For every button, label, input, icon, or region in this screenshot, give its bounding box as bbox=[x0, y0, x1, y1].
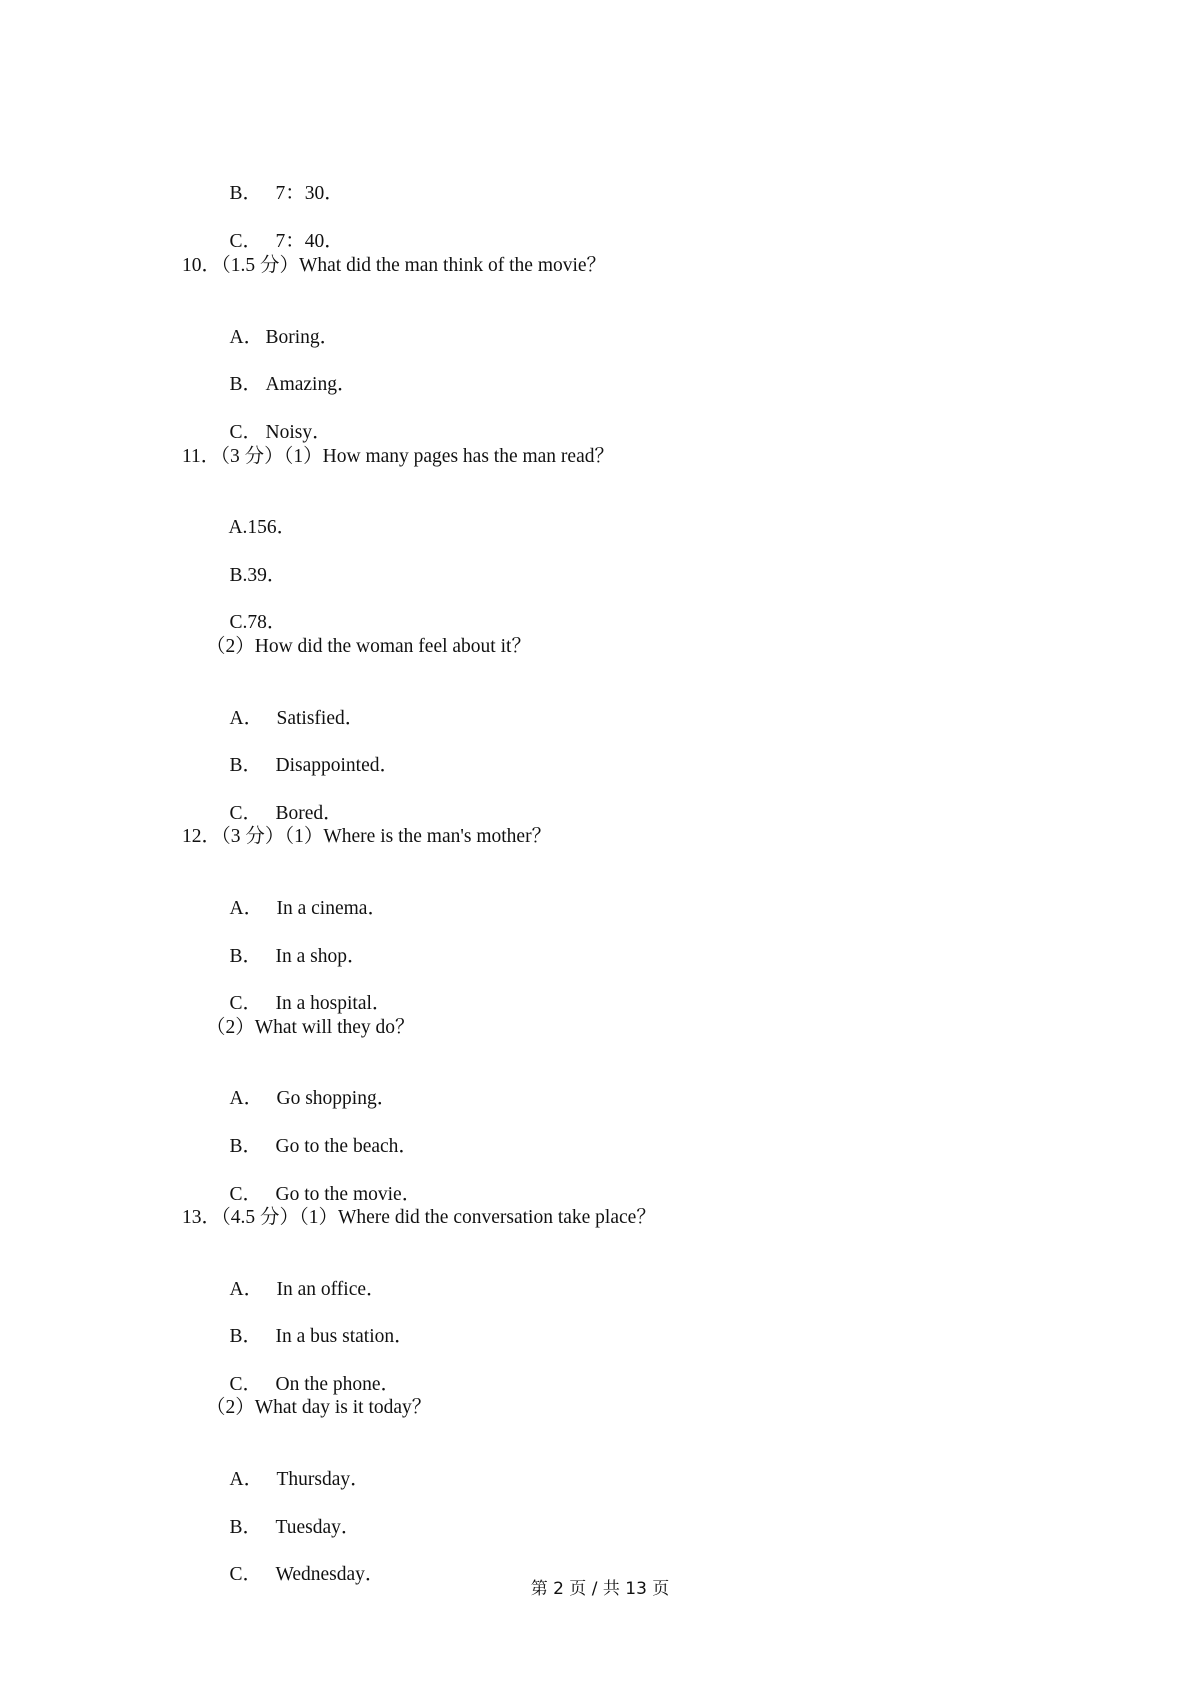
option-letter: A． bbox=[229, 708, 264, 729]
option-letter: C． bbox=[229, 993, 263, 1014]
option-letter: C． bbox=[229, 1564, 263, 1585]
option-letter: B． bbox=[229, 1517, 263, 1538]
option-letter: A． bbox=[229, 1279, 264, 1300]
question-10: 10．（1.5 分）What did the man think of the movie？ bbox=[182, 255, 607, 276]
option-text: In a cinema． bbox=[276, 898, 387, 919]
option-text: 156． bbox=[247, 517, 297, 538]
option-letter: C． bbox=[229, 803, 263, 824]
question-13: 13．（4.5 分）（1）Where did the conversation take place？ bbox=[182, 1207, 656, 1228]
option-letter: C． bbox=[229, 1374, 263, 1395]
option-letter: A． bbox=[229, 898, 264, 919]
option-letter: B． bbox=[229, 1136, 263, 1157]
option-text: In a bus station． bbox=[275, 1326, 414, 1347]
option-text: On the phone． bbox=[275, 1374, 401, 1395]
option-letter: C． bbox=[229, 231, 263, 252]
option-letter: A. bbox=[228, 517, 248, 538]
option-text: Tuesday． bbox=[275, 1517, 361, 1538]
subquestion-13-2: （2）What day is it today？ bbox=[206, 1397, 432, 1418]
page-footer: 第 2 页 / 共 13 页 bbox=[530, 1579, 670, 1599]
subquestion-12-2: （2）What will they do？ bbox=[206, 1017, 415, 1038]
option-text: 7：30． bbox=[275, 183, 344, 204]
subquestion-11-2: （2）How did the woman feel about it？ bbox=[206, 636, 531, 657]
option-text: Wednesday． bbox=[275, 1564, 385, 1585]
option-text: In a shop． bbox=[275, 946, 367, 967]
option-letter: A． bbox=[229, 327, 264, 348]
option-letter: A． bbox=[229, 1088, 264, 1109]
option-letter: B. bbox=[229, 565, 248, 586]
option-text: Disappointed． bbox=[275, 755, 399, 776]
option-text: Boring． bbox=[265, 327, 340, 348]
question-11: 11．（3 分）（1）How many pages has the man read？ bbox=[182, 446, 614, 467]
option-letter: B． bbox=[229, 946, 263, 967]
option-13-2c bbox=[210, 1539, 384, 1611]
option-letter: C． bbox=[229, 1184, 263, 1205]
option-text: In an office． bbox=[276, 1279, 386, 1300]
option-text: Go to the beach． bbox=[275, 1136, 418, 1157]
option-letter: A． bbox=[229, 1469, 264, 1490]
option-text: 7：40． bbox=[275, 231, 344, 252]
option-text: Bored． bbox=[275, 803, 343, 824]
option-text: In a hospital． bbox=[275, 993, 392, 1014]
option-text: Go to the movie． bbox=[275, 1184, 422, 1205]
option-text: 78． bbox=[247, 612, 287, 633]
question-12: 12．（3 分）（1）Where is the man's mother？ bbox=[182, 826, 552, 847]
option-letter: B． bbox=[229, 1326, 263, 1347]
option-text: Noisy． bbox=[265, 422, 332, 443]
option-letter: B． bbox=[229, 755, 263, 776]
option-letter: B． bbox=[229, 374, 263, 395]
option-text: Amazing． bbox=[265, 374, 357, 395]
option-letter: B． bbox=[229, 183, 263, 204]
option-text: 39． bbox=[247, 565, 287, 586]
option-letter: C. bbox=[229, 612, 248, 633]
option-text: Satisfied． bbox=[276, 708, 365, 729]
option-letter: C． bbox=[229, 422, 263, 443]
option-text: Go shopping． bbox=[276, 1088, 397, 1109]
option-text: Thursday． bbox=[276, 1469, 370, 1490]
